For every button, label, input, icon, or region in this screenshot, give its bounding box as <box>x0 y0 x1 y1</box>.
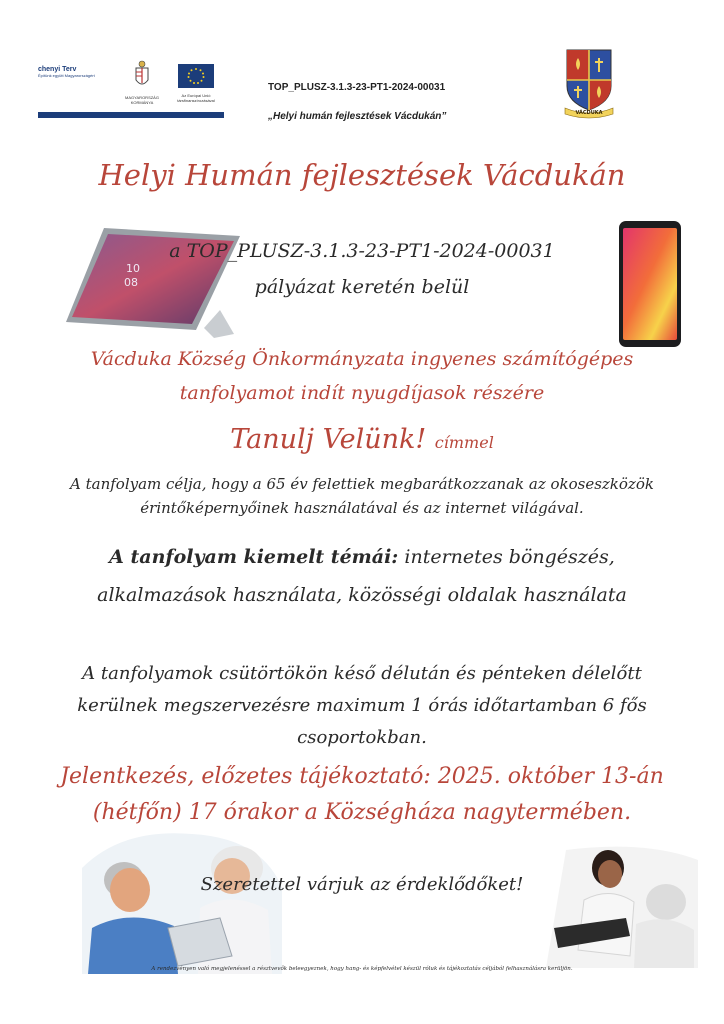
seniors-photo-icon <box>82 828 282 974</box>
project-subtitle: „Helyi humán fejlesztések Vácdukán” <box>268 111 447 122</box>
vacduka-coat-of-arms <box>561 46 617 120</box>
project-frame-line: pályázat keretén belül <box>254 276 470 298</box>
eu-logo <box>170 64 222 103</box>
szechenyi-logo-sub: Építünk együtt Magyarországért <box>38 73 95 78</box>
eu-flag-icon <box>178 64 214 88</box>
logo-strip-bar <box>38 112 224 118</box>
topics-text-1: internetes böngészés, <box>404 546 615 568</box>
tablet-clock-hour: 10 <box>126 262 140 275</box>
schedule-line-2: kerülnek megszervezésre maximum 1 órás időtartamban 6 fős <box>77 695 647 716</box>
schedule-line-1: A tanfolyamok csütörtökön késő délután és pénteken délelőtt <box>82 663 642 684</box>
course-title <box>0 424 724 455</box>
seniors-with-laptop-photo <box>82 828 282 974</box>
helper-with-senior-photo <box>526 840 698 968</box>
topics-line-2: alkalmazások használata, közösségi oldalak használata <box>97 584 627 606</box>
funding-logo-strip <box>38 58 224 120</box>
helper-photo-icon <box>526 840 698 968</box>
project-code: TOP_PLUSZ-3.1.3-23-PT1-2024-00031 <box>268 82 446 93</box>
eu-logo-caption: Az Európai Unió társfinanszírozásával <box>177 93 215 103</box>
course-name: Tanulj Velünk! <box>230 424 427 455</box>
szechenyi-logo-name: chenyi Terv <box>38 66 77 73</box>
topics-line-1 <box>0 546 724 568</box>
project-code-line: a TOP_PLUSZ-3.1.3-23-PT1-2024-00031 <box>169 240 555 262</box>
coat-ribbon-text: VÁCDUKA <box>575 110 603 116</box>
course-goal-line-2: érintőképernyőinek használatával és az internet világával. <box>140 499 584 517</box>
topics-label: A tanfolyam kiemelt témái: <box>109 546 399 568</box>
announcement-line-2: tanfolyamot indít nyugdíjasok részére <box>179 382 545 404</box>
signup-line-1: Jelentkezés, előzetes tájékoztató: 2025. október 13-án <box>60 764 664 789</box>
crest-icon <box>132 60 152 90</box>
signup-line-2: (hétfőn) 17 órakor a Községháza nagytermében. <box>92 800 632 825</box>
tablet-clock-minute: 08 <box>124 276 138 289</box>
page-title: Helyi Humán fejlesztések Vácdukán <box>98 158 626 192</box>
welcome-line: Szeretettel várjuk az érdeklődőket! <box>200 874 524 895</box>
course-goal-line-1: A tanfolyam célja, hogy a 65 év felettiek megbarátkozzanak az okoseszközök <box>70 475 654 493</box>
hungarian-government-logo <box>114 60 170 105</box>
coat-of-arms-icon <box>561 46 617 120</box>
course-name-suffix: címmel <box>434 433 494 452</box>
government-logo-caption: MAGYARORSZÁG KORMÁNYA <box>125 95 159 105</box>
schedule-line-3: csoportokban. <box>297 727 427 748</box>
consent-footnote: A rendezvényen való megjelenéssel a résztvevők beleegyeznek, hogy hang- és képfelvétel készül róluk és tájékoztatás céljából felhasználásra kerüljön. <box>151 966 573 972</box>
announcement-line-1: Vácduka Község Önkormányzata ingyenes számítógépes <box>90 348 634 370</box>
szechenyi-logo <box>38 66 96 78</box>
